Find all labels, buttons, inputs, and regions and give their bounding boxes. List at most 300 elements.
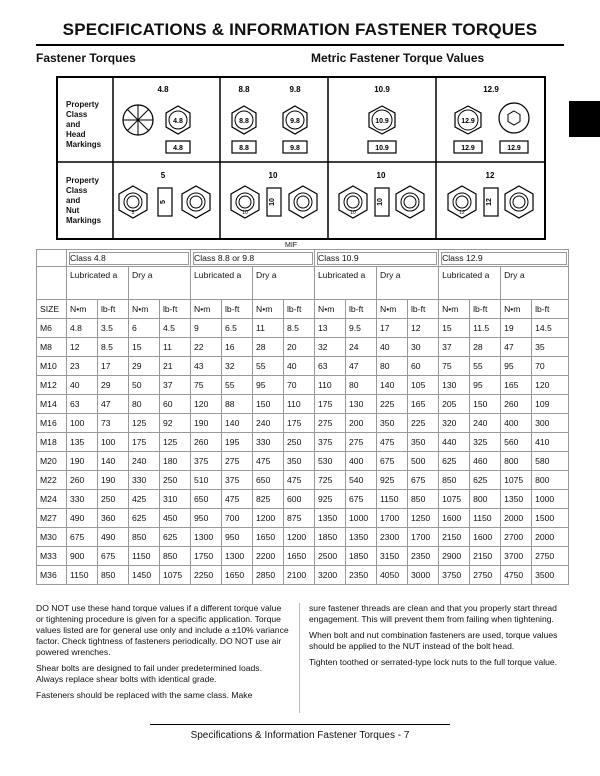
torque-value-cell: 55: [470, 357, 501, 376]
table-row: [37, 395, 569, 414]
head-mark-label: 9.8: [290, 118, 300, 125]
torque-value-cell: 825: [253, 490, 284, 509]
torque-value-cell: 320: [439, 414, 470, 433]
torque-value-cell: 32: [315, 338, 346, 357]
torque-value-cell: 375: [315, 433, 346, 452]
torque-value-cell: 240: [253, 414, 284, 433]
size-cell: M12: [37, 376, 67, 395]
torque-value-cell: 1000: [346, 509, 377, 528]
bolt-head-hex-icon: [166, 106, 190, 134]
torque-value-cell: 950: [222, 528, 253, 547]
torque-value-cell: 1650: [222, 566, 253, 585]
torque-value-cell: 1600: [470, 528, 501, 547]
bolt-side-view-icon: [166, 141, 190, 153]
torque-value-cell: 205: [439, 395, 470, 414]
torque-value-cell: 675: [67, 528, 98, 547]
head-mark-label: 12.9: [461, 118, 475, 125]
torque-value-cell: 175: [315, 395, 346, 414]
bolt-side-view-icon: [232, 141, 256, 153]
torque-value-cell: 650: [253, 471, 284, 490]
torque-value-cell: 250: [160, 471, 191, 490]
markings-drawing: [58, 78, 544, 238]
torque-value-cell: 70: [284, 376, 315, 395]
torque-value-cell: 240: [470, 414, 501, 433]
dry-header: Dry a: [377, 267, 439, 300]
torque-value-cell: 1200: [284, 528, 315, 547]
torque-value-cell: 350: [408, 433, 439, 452]
head-mark-label: 10.9: [375, 118, 389, 125]
torque-value-cell: 1150: [470, 509, 501, 528]
torque-value-cell: 510: [191, 471, 222, 490]
torque-value-cell: 17: [98, 357, 129, 376]
torque-value-cell: 560: [501, 433, 532, 452]
unit-header-nm: N•m: [439, 300, 470, 319]
torque-value-cell: 625: [439, 452, 470, 471]
note-paragraph: DO NOT use these hand torque values if a different torque value or tightening procedure is given for a specific application. Torque values listed are for general use only and include a ±10% variance factor. Check tightness of fasteners periodically. DO NOT use air powered wrenches.: [36, 603, 289, 657]
torque-value-cell: 15: [129, 338, 160, 357]
torque-value-cell: 130: [346, 395, 377, 414]
torque-value-cell: 1075: [501, 471, 532, 490]
torque-value-cell: 625: [160, 528, 191, 547]
bolt-head-radial-marks-icon: [123, 105, 153, 135]
unit-header-nm: N•m: [129, 300, 160, 319]
bolt-head-hex-icon: [232, 106, 256, 134]
head-mark-label: 4.8: [173, 145, 183, 152]
torque-value-cell: 490: [67, 509, 98, 528]
torque-value-cell: 4050: [377, 566, 408, 585]
torque-value-cell: 80: [377, 357, 408, 376]
class-header-row: [37, 250, 569, 267]
nut-face-mark: 10: [350, 210, 356, 216]
head-mark-label: 9.8: [290, 145, 300, 152]
torque-value-cell: 850: [408, 490, 439, 509]
torque-value-cell: 8.5: [284, 319, 315, 338]
nut-side-view-icon: [375, 188, 389, 216]
torque-value-cell: 70: [532, 357, 569, 376]
class-header-cell: Class 8.8 or 9.8: [191, 250, 315, 267]
torque-value-cell: 100: [67, 414, 98, 433]
torque-value-cell: 3200: [315, 566, 346, 585]
torque-value-cell: 6: [129, 319, 160, 338]
socket-head-bolt-icon: [499, 103, 529, 153]
table-row: [37, 490, 569, 509]
nut-class-top-label: 12: [485, 171, 495, 180]
torque-value-cell: 275: [222, 452, 253, 471]
torque-value-cell: 13: [315, 319, 346, 338]
torque-value-cell: 250: [98, 490, 129, 509]
torque-value-cell: 540: [346, 471, 377, 490]
torque-value-cell: 120: [532, 376, 569, 395]
torque-value-cell: 3000: [408, 566, 439, 585]
bolt-side-view-icon: [454, 141, 482, 153]
head-mark-label: 8.8: [239, 118, 249, 125]
torque-value-cell: 29: [98, 376, 129, 395]
torque-value-cell: 120: [191, 395, 222, 414]
torque-value-cell: 1650: [284, 547, 315, 566]
size-cell: M8: [37, 338, 67, 357]
torque-value-cell: 109: [532, 395, 569, 414]
torque-value-cell: 2150: [439, 528, 470, 547]
torque-value-cell: 400: [501, 414, 532, 433]
torque-value-cell: 140: [222, 414, 253, 433]
torque-value-cell: 1850: [346, 547, 377, 566]
table-row: [37, 357, 569, 376]
torque-value-cell: 43: [191, 357, 222, 376]
torque-value-cell: 850: [98, 566, 129, 585]
unit-header-nm: N•m: [315, 300, 346, 319]
torque-value-cell: 330: [129, 471, 160, 490]
torque-value-cell: 15: [439, 319, 470, 338]
torque-value-cell: 2700: [501, 528, 532, 547]
torque-value-cell: 1075: [160, 566, 191, 585]
torque-value-cell: 28: [253, 338, 284, 357]
torque-value-cell: 875: [284, 509, 315, 528]
dry-header: Dry a: [129, 267, 191, 300]
lubricated-header: Lubricated a: [67, 267, 129, 300]
size-cell: M16: [37, 414, 67, 433]
torque-value-cell: 180: [160, 452, 191, 471]
torque-value-cell: 700: [222, 509, 253, 528]
torque-value-cell: 12: [408, 319, 439, 338]
torque-value-cell: 14.5: [532, 319, 569, 338]
torque-value-cell: 105: [408, 376, 439, 395]
torque-value-cell: 95: [501, 357, 532, 376]
torque-value-cell: 100: [98, 433, 129, 452]
torque-value-cell: 275: [315, 414, 346, 433]
torque-value-cell: 260: [501, 395, 532, 414]
torque-value-cell: 310: [160, 490, 191, 509]
note-paragraph: When bolt and nut combination fasteners are used, torque values should be applied to the NUT instead of the bolt head.: [309, 630, 558, 651]
table-row: [37, 338, 569, 357]
nut-face-mark: 10: [242, 210, 248, 216]
torque-value-cell: 3750: [439, 566, 470, 585]
unit-header-lbft: lb-ft: [346, 300, 377, 319]
torque-value-cell: 260: [67, 471, 98, 490]
torque-value-cell: 800: [501, 452, 532, 471]
torque-value-cell: 1350: [346, 528, 377, 547]
torque-value-cell: 2750: [532, 547, 569, 566]
torque-value-cell: 190: [98, 471, 129, 490]
torque-value-cell: 1500: [532, 509, 569, 528]
head-class-top-label: 4.8: [157, 85, 169, 94]
torque-value-cell: 300: [532, 414, 569, 433]
table-row: [37, 452, 569, 471]
torque-value-cell: 47: [346, 357, 377, 376]
torque-value-cell: 165: [408, 395, 439, 414]
page-footer: Specifications & Information Fastener Torques - 7: [190, 730, 410, 741]
torque-value-cell: 3700: [501, 547, 532, 566]
torque-value-cell: 40: [67, 376, 98, 395]
torque-value-cell: 125: [129, 414, 160, 433]
torque-value-cell: 80: [129, 395, 160, 414]
torque-value-cell: 24: [346, 338, 377, 357]
nut-side-view-icon: [484, 188, 498, 216]
torque-value-cell: 850: [439, 471, 470, 490]
torque-value-cell: 260: [191, 433, 222, 452]
nut-mark-label: 10: [377, 198, 384, 206]
footer-rule: [150, 724, 450, 725]
table-row: [37, 528, 569, 547]
head-class-top-label: 12.9: [483, 85, 499, 94]
note-paragraph: Tighten toothed or serrated-type lock nuts to the full torque value.: [309, 657, 558, 667]
size-header: SIZE: [37, 300, 67, 319]
torque-value-cell: 47: [501, 338, 532, 357]
table-row: [37, 509, 569, 528]
torque-value-cell: 40: [377, 338, 408, 357]
torque-value-cell: 500: [408, 452, 439, 471]
nut-mark-label: 5: [160, 200, 167, 204]
unit-header-row: [37, 300, 569, 319]
torque-value-cell: 28: [470, 338, 501, 357]
torque-value-cell: 92: [160, 414, 191, 433]
head-class-top-label: 8.8: [238, 85, 250, 94]
torque-value-cell: 175: [129, 433, 160, 452]
torque-value-cell: 63: [67, 395, 98, 414]
torque-value-cell: 19: [501, 319, 532, 338]
torque-value-cell: 1600: [439, 509, 470, 528]
torque-value-cell: 675: [98, 547, 129, 566]
torque-value-cell: 1300: [191, 528, 222, 547]
torque-value-cell: 250: [284, 433, 315, 452]
torque-value-cell: 2350: [346, 566, 377, 585]
torque-value-cell: 425: [129, 490, 160, 509]
torque-value-cell: 330: [67, 490, 98, 509]
torque-value-cell: 73: [98, 414, 129, 433]
nut-class-top-label: 10: [268, 171, 278, 180]
torque-value-cell: 16: [222, 338, 253, 357]
unit-header-nm: N•m: [377, 300, 408, 319]
nut-class-top-label: 10: [376, 171, 386, 180]
nut-class-top-label: 5: [160, 171, 166, 180]
size-cell: M27: [37, 509, 67, 528]
head-mark-label: 12.9: [507, 145, 521, 152]
unit-header-nm: N•m: [191, 300, 222, 319]
torque-value-cell: 23: [67, 357, 98, 376]
table-row: [37, 433, 569, 452]
torque-value-cell: 2300: [377, 528, 408, 547]
bolt-head-hex-icon: [369, 106, 395, 134]
blank-cell: [37, 267, 67, 300]
torque-value-cell: 150: [253, 395, 284, 414]
torque-value-cell: 375: [191, 452, 222, 471]
torque-value-cell: 1000: [532, 490, 569, 509]
dry-header: Dry a: [501, 267, 569, 300]
torque-value-cell: 1150: [67, 566, 98, 585]
section-heading-metric-torque-values: Metric Fastener Torque Values: [311, 51, 485, 65]
torque-value-cell: 32: [222, 357, 253, 376]
torque-value-cell: 50: [129, 376, 160, 395]
torque-value-cell: 11: [160, 338, 191, 357]
nut-face-icon: [289, 186, 317, 218]
torque-value-cell: 175: [284, 414, 315, 433]
torque-value-cell: 4750: [501, 566, 532, 585]
torque-value-cell: 140: [98, 452, 129, 471]
nut-side-view-icon: [158, 188, 172, 216]
nut-markings-label: Property Class and Nut Markings: [66, 176, 102, 225]
torque-value-cell: 165: [501, 376, 532, 395]
class-header-cell: Class 10.9: [315, 250, 439, 267]
torque-value-cell: 29: [129, 357, 160, 376]
torque-value-cell: 60: [160, 395, 191, 414]
class-header-cell: Class 4.8: [67, 250, 191, 267]
torque-value-cell: 440: [439, 433, 470, 452]
torque-value-cell: 475: [284, 471, 315, 490]
torque-value-cell: 600: [284, 490, 315, 509]
torque-value-cell: 2200: [253, 547, 284, 566]
torque-value-cell: 950: [191, 509, 222, 528]
head-mark-label: 4.8: [173, 118, 183, 125]
torque-value-cell: 4.8: [67, 319, 98, 338]
torque-value-cell: 22: [191, 338, 222, 357]
unit-header-nm: N•m: [501, 300, 532, 319]
table-row: [37, 319, 569, 338]
torque-value-cell: 1650: [253, 528, 284, 547]
torque-value-cell: 400: [346, 452, 377, 471]
torque-value-cell: 17: [377, 319, 408, 338]
torque-value-cell: 625: [470, 471, 501, 490]
torque-value-cell: 200: [346, 414, 377, 433]
metric-torque-table: [36, 249, 569, 585]
unit-header-nm: N•m: [67, 300, 98, 319]
torque-value-cell: 1250: [408, 509, 439, 528]
torque-value-cell: 6.5: [222, 319, 253, 338]
torque-value-cell: 80: [346, 376, 377, 395]
torque-value-cell: 460: [470, 452, 501, 471]
nut-side-view-icon: [267, 188, 281, 216]
torque-value-cell: 9: [191, 319, 222, 338]
condition-header-row: [37, 267, 569, 300]
size-cell: M18: [37, 433, 67, 452]
torque-value-cell: 475: [377, 433, 408, 452]
torque-value-cell: 35: [532, 338, 569, 357]
size-cell: M6: [37, 319, 67, 338]
torque-value-cell: 40: [284, 357, 315, 376]
torque-value-cell: 1300: [222, 547, 253, 566]
dry-header: Dry a: [253, 267, 315, 300]
property-class-markings-diagram: [56, 76, 546, 240]
torque-value-cell: 190: [191, 414, 222, 433]
torque-value-cell: 675: [408, 471, 439, 490]
torque-value-cell: 2150: [470, 547, 501, 566]
note-paragraph: Shear bolts are designed to fail under predetermined loads. Always replace shear bolts with identical grade.: [36, 663, 262, 684]
torque-value-cell: 275: [346, 433, 377, 452]
torque-value-cell: 11.5: [470, 319, 501, 338]
head-class-top-label: 10.9: [374, 85, 390, 94]
table-row: [37, 547, 569, 566]
torque-value-cell: 2750: [470, 566, 501, 585]
torque-value-cell: 135: [67, 433, 98, 452]
torque-value-cell: 450: [160, 509, 191, 528]
torque-value-cell: 360: [98, 509, 129, 528]
torque-value-cell: 12: [67, 338, 98, 357]
torque-value-cell: 8.5: [98, 338, 129, 357]
table-row: [37, 471, 569, 490]
head-mark-label: 8.8: [239, 145, 249, 152]
page-title: SPECIFICATIONS & INFORMATION FASTENER TORQUES: [62, 20, 538, 39]
torque-value-cell: 75: [191, 376, 222, 395]
torque-value-cell: 2850: [253, 566, 284, 585]
torque-value-cell: 110: [315, 376, 346, 395]
torque-value-cell: 375: [222, 471, 253, 490]
nut-face-icon: [396, 186, 424, 218]
size-cell: M20: [37, 452, 67, 471]
torque-value-cell: 2250: [191, 566, 222, 585]
torque-value-cell: 2100: [284, 566, 315, 585]
unit-header-lbft: lb-ft: [408, 300, 439, 319]
size-cell: M22: [37, 471, 67, 490]
notes-right-column: [309, 603, 564, 673]
torque-value-cell: 9.5: [346, 319, 377, 338]
torque-value-cell: 2000: [501, 509, 532, 528]
torque-value-cell: 47: [98, 395, 129, 414]
torque-value-cell: 75: [439, 357, 470, 376]
torque-value-cell: 490: [98, 528, 129, 547]
torque-value-cell: 725: [315, 471, 346, 490]
nut-mark-label: 10: [269, 198, 276, 206]
nut-face-icon: [505, 186, 533, 218]
torque-value-cell: 1750: [191, 547, 222, 566]
note-paragraph: Fasteners should be replaced with the same class. Make: [36, 690, 253, 700]
torque-value-cell: 900: [67, 547, 98, 566]
head-mark-label: 10.9: [375, 145, 389, 152]
lubricated-header: Lubricated a: [315, 267, 377, 300]
torque-value-cell: 1075: [439, 490, 470, 509]
torque-value-cell: 1700: [408, 528, 439, 547]
size-cell: M24: [37, 490, 67, 509]
nut-face-icon: [182, 186, 210, 218]
torque-value-cell: 63: [315, 357, 346, 376]
torque-value-cell: 95: [470, 376, 501, 395]
torque-value-cell: 325: [470, 433, 501, 452]
torque-value-cell: 475: [222, 490, 253, 509]
torque-value-cell: 625: [129, 509, 160, 528]
torque-value-cell: 530: [315, 452, 346, 471]
torque-value-cell: 88: [222, 395, 253, 414]
class-header-cell: Class 12.9: [439, 250, 569, 267]
torque-value-cell: 350: [377, 414, 408, 433]
unit-header-lbft: lb-ft: [470, 300, 501, 319]
torque-value-cell: 60: [408, 357, 439, 376]
column-divider: [299, 603, 300, 713]
bolt-head-hex-icon: [455, 106, 481, 134]
torque-value-cell: 20: [284, 338, 315, 357]
torque-value-cell: 850: [160, 547, 191, 566]
torque-value-cell: 330: [253, 433, 284, 452]
lubricated-header: Lubricated a: [191, 267, 253, 300]
title-rule: [36, 44, 564, 46]
torque-value-cell: 110: [284, 395, 315, 414]
head-class-top-label: 9.8: [289, 85, 301, 94]
torque-value-cell: 2500: [315, 547, 346, 566]
lubricated-header: Lubricated a: [439, 267, 501, 300]
torque-value-cell: 1200: [253, 509, 284, 528]
size-cell: M30: [37, 528, 67, 547]
torque-value-cell: 3150: [377, 547, 408, 566]
torque-value-cell: 125: [160, 433, 191, 452]
torque-value-cell: 11: [253, 319, 284, 338]
torque-value-cell: 800: [532, 471, 569, 490]
diagram-source-code: MIF: [285, 242, 298, 249]
notes-left-column: [36, 603, 291, 706]
torque-value-cell: 55: [253, 357, 284, 376]
bolt-side-view-icon: [368, 141, 396, 153]
torque-value-cell: 2900: [439, 547, 470, 566]
torque-value-cell: 225: [377, 395, 408, 414]
size-cell: M10: [37, 357, 67, 376]
bolt-head-hex-icon: [283, 106, 307, 134]
torque-value-cell: 925: [315, 490, 346, 509]
torque-value-cell: 190: [67, 452, 98, 471]
